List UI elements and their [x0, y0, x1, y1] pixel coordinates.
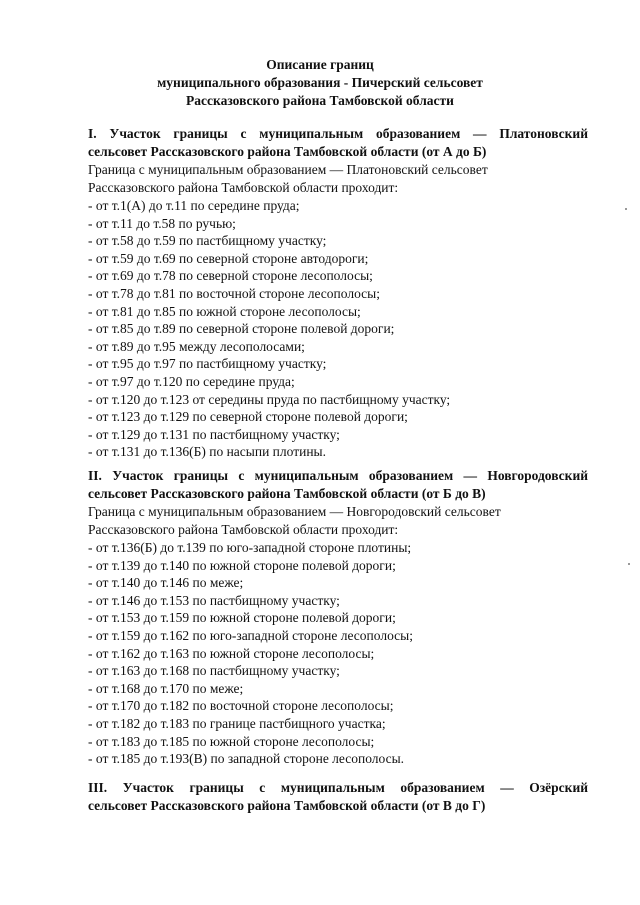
boundary-list-item: - от т.183 до т.185 по южной стороне лесополосы;: [88, 733, 375, 749]
boundary-list-item: - от т.81 до т.85 по южной стороне лесополосы;: [88, 303, 361, 319]
section-2-heading-line-1: II. Участок границы с муниципальным образованием — Новгородовский: [88, 468, 588, 483]
boundary-list-item: - от т.140 до т.146 по меже;: [88, 575, 244, 591]
boundary-list-item: - от т.168 до т.170 по меже;: [88, 680, 244, 696]
boundary-list-item: - от т.95 до т.97 по пастбищному участку;: [88, 356, 327, 372]
boundary-list-item: - от т.123 до т.129 по северной стороне полевой дороги;: [88, 409, 408, 425]
boundary-list-item: - от т.89 до т.95 между лесополосами;: [88, 338, 305, 354]
boundary-list-item: - от т.131 до т.136(Б) по насыпи плотины.: [88, 444, 327, 460]
section-2-intro-line-2: Рассказовского района Тамбовской области проходит:: [88, 522, 399, 537]
boundary-list-item: - от т.146 до т.153 по пастбищному участку;: [88, 592, 340, 608]
scan-mark: [625, 208, 627, 210]
document-title-line-2: муниципального образования - Пичерский сельсовет: [157, 75, 483, 90]
boundary-list-item: - от т.58 до т.59 по пастбищному участку;: [88, 233, 327, 249]
boundary-list-item: - от т.129 до т.131 по пастбищному участку;: [88, 426, 340, 442]
section-1-intro-line-1: Граница с муниципальным образованием — Платоновский сельсовет: [88, 162, 488, 177]
boundary-list-item: - от т.78 до т.81 по восточной стороне лесополосы;: [88, 286, 380, 301]
boundary-list-item: - от т.120 до т.123 от середины пруда по пастбищному участку;: [88, 391, 451, 407]
boundary-list-item: - от т.159 до т.162 по юго-западной стороне лесополосы;: [88, 628, 413, 643]
boundary-list-item: - от т.69 до т.78 по северной стороне лесополосы;: [88, 268, 373, 284]
section-3-heading-line-1: III. Участок границы с муниципальным образованием — Озёрский: [88, 780, 588, 795]
section-1-intro-line-2: Рассказовского района Тамбовской области проходит:: [88, 180, 399, 195]
document-title-line-3: Рассказовского района Тамбовской области: [186, 93, 454, 108]
boundary-list-item: - от т.97 до т.120 по середине пруда;: [88, 374, 295, 389]
boundary-list-item: - от т.59 до т.69 по северной стороне автодороги;: [88, 250, 369, 266]
section-1-heading-line-1: I. Участок границы с муниципальным образованием — Платоновский: [88, 126, 588, 141]
scan-mark: [628, 563, 630, 565]
boundary-list-item: - от т.163 до т.168 по пастбищному участку;: [88, 663, 340, 679]
boundary-list-item: - от т.136(Б) до т.139 по юго-западной стороне плотины;: [88, 540, 412, 555]
section-2-intro-line-1: Граница с муниципальным образованием — Новгородовский сельсовет: [88, 504, 501, 519]
document-title-line-1: Описание границ: [266, 57, 374, 72]
boundary-list-item: - от т.170 до т.182 по восточной стороне лесополосы;: [88, 698, 394, 714]
boundary-list-item: - от т.85 до т.89 по северной стороне полевой дороги;: [88, 321, 395, 337]
boundary-list-item: - от т.11 до т.58 по ручью;: [88, 215, 236, 231]
section-2-heading-line-2: сельсовет Рассказовского района Тамбовской области (от Б до В): [88, 486, 486, 501]
boundary-list-item: - от т.139 до т.140 по южной стороне полевой дороги;: [88, 557, 396, 573]
boundary-list-item: - от т.185 до т.193(В) по западной стороне лесополосы.: [88, 751, 405, 767]
boundary-list-item: - от т.182 до т.183 по границе пастбищного участка;: [88, 716, 386, 731]
boundary-list-item: - от т.1(А) до т.11 по середине пруда;: [88, 198, 300, 213]
section-1-heading-line-2: сельсовет Рассказовского района Тамбовской области (от А до Б): [88, 144, 487, 159]
section-3-heading-line-2: сельсовет Рассказовского района Тамбовской области (от В до Г): [88, 798, 486, 813]
boundary-list-item: - от т.153 до т.159 по южной стороне полевой дороги;: [88, 610, 396, 626]
boundary-list-item: - от т.162 до т.163 по южной стороне лесополосы;: [88, 645, 375, 661]
